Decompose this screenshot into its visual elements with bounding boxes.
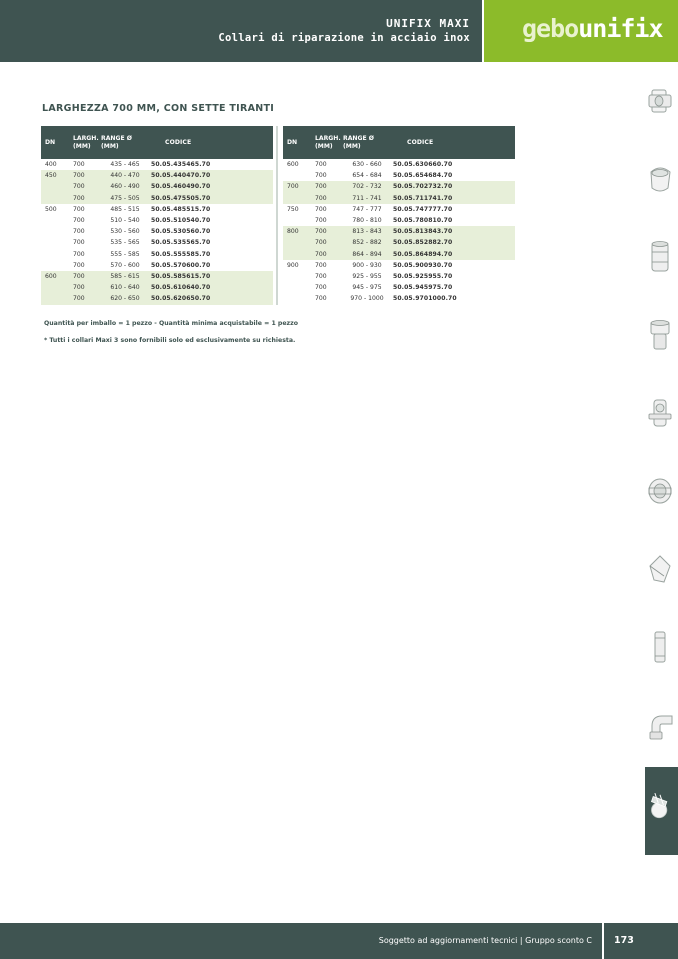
cell-code: 50.05.485515.70	[151, 205, 211, 213]
header-range-line1: RANGE Ø	[343, 134, 374, 142]
adapter-coupling-icon[interactable]	[646, 318, 674, 352]
cell-range: 535 - 565	[110, 239, 140, 247]
cell-range: 570 - 600	[110, 261, 140, 269]
packaging-note: Quantità per imballo = 1 pezzo - Quantità minima acquistabile = 1 pezzo	[44, 320, 299, 327]
table-header-row	[41, 126, 273, 159]
cell-range: 630 - 660	[352, 161, 382, 168]
cell-dn	[283, 170, 310, 181]
header-width	[310, 126, 343, 159]
header-title-line1: UNIFIX MAXI	[386, 17, 470, 30]
cell-range: 900 - 930	[352, 261, 382, 269]
brand-logo-part2: unifix	[578, 14, 663, 43]
cell-code: 50.05.630660.70	[393, 161, 453, 168]
table-row	[41, 249, 273, 260]
cell-range: 780 - 810	[352, 217, 382, 225]
cell-dn	[41, 293, 68, 304]
repair-clamp-icon[interactable]	[646, 788, 674, 822]
tapping-saddle-icon[interactable]	[646, 396, 674, 430]
cell-dn	[283, 282, 310, 293]
cell-dn	[283, 249, 310, 260]
table-row	[41, 193, 273, 204]
footer-text: Soggetto ad aggiornamenti tecnici | Gruppo sconto C	[378, 936, 592, 945]
cell-width: 700	[315, 273, 327, 281]
right-table-body	[283, 159, 515, 305]
table-row	[41, 226, 273, 237]
cell-dn	[41, 282, 68, 293]
section-title: LARGHEZZA 700 MM, CON SETTE TIRANTI	[42, 103, 275, 114]
cell-code: 50.05.475505.70	[149, 193, 273, 204]
tee-fitting-icon[interactable]	[646, 84, 674, 118]
cell-code: 50.05.435465.70	[151, 161, 211, 168]
cell-range: 654 - 684	[352, 172, 382, 180]
cell-range: 485 - 515	[110, 205, 140, 213]
table-row	[283, 271, 515, 282]
cell-range: 945 - 975	[352, 284, 382, 292]
cell-dn	[41, 260, 68, 271]
bend-fitting-icon[interactable]	[646, 162, 674, 196]
cell-dn	[41, 249, 68, 260]
header-range-line1: RANGE Ø	[101, 134, 132, 142]
table-row	[41, 237, 273, 248]
table-row	[283, 170, 515, 181]
straight-coupling-icon[interactable]	[646, 240, 674, 274]
cell-width: 700	[68, 170, 101, 181]
left-product-table	[41, 126, 273, 305]
brand-band	[484, 0, 678, 62]
cell-width: 700	[310, 237, 343, 248]
header-band	[0, 0, 482, 62]
cell-range: 555 - 585	[110, 250, 140, 258]
header-code: CODICE	[391, 126, 515, 159]
cell-width: 700	[315, 172, 327, 180]
cell-code: 50.05.440470.70	[149, 170, 273, 181]
cell-code: 50.05.900930.70	[393, 261, 453, 269]
cell-width: 700	[310, 193, 343, 204]
cell-code: 50.05.610640.70	[149, 282, 273, 293]
cell-code: 50.05.460490.70	[149, 181, 273, 192]
header-width	[68, 126, 101, 159]
cell-code: 50.05.654684.70	[393, 172, 453, 180]
cell-code: 50.05.864894.70	[391, 249, 515, 260]
availability-note: * Tutti i collari Maxi 3 sono fornibili solo ed esclusivamente su richiesta.	[44, 337, 296, 344]
cell-dn	[283, 293, 310, 304]
cell-width: 700	[68, 181, 101, 192]
cell-code: 50.05.9701000.70	[393, 295, 457, 303]
pipe-section-icon[interactable]	[646, 630, 674, 664]
table-row	[283, 193, 515, 204]
cell-dn	[283, 215, 310, 226]
table-row	[41, 293, 273, 304]
table-row	[41, 181, 273, 192]
cell-code: 50.05.510540.70	[151, 217, 211, 225]
table-row	[41, 204, 273, 215]
table-row	[41, 271, 273, 282]
cell-width: 700	[73, 205, 85, 213]
table-row	[283, 159, 515, 170]
page-number-box	[604, 923, 678, 959]
header-title	[218, 17, 470, 45]
cell-dn: 600	[287, 161, 299, 168]
right-product-table	[283, 126, 515, 305]
flange-adapter-icon[interactable]	[646, 474, 674, 508]
brand-logo	[522, 14, 663, 43]
cell-width: 700	[73, 161, 85, 168]
cell-dn: 750	[287, 205, 299, 213]
table-row	[41, 282, 273, 293]
elbow-sleeve-icon[interactable]	[646, 552, 674, 586]
cell-range: 864 - 894	[343, 249, 391, 260]
table-row	[283, 215, 515, 226]
cell-range: 510 - 540	[110, 217, 140, 225]
cell-width: 700	[73, 228, 85, 236]
cell-code: 50.05.570600.70	[151, 261, 211, 269]
cell-code: 50.05.702732.70	[391, 181, 515, 192]
cell-dn	[41, 193, 68, 204]
table-row	[283, 260, 515, 271]
cell-code: 50.05.535565.70	[151, 239, 211, 247]
table-row	[283, 226, 515, 237]
cell-range: 747 - 777	[352, 205, 382, 213]
cell-range: 813 - 843	[343, 226, 391, 237]
cell-range: 440 - 470	[101, 170, 149, 181]
cell-dn	[41, 215, 68, 226]
table-row	[283, 237, 515, 248]
left-table-body	[41, 159, 273, 305]
table-row	[283, 249, 515, 260]
header-range	[101, 126, 149, 159]
cell-range: 925 - 955	[352, 273, 382, 281]
cell-dn: 800	[283, 226, 310, 237]
header-title-line2: Collari di riparazione in acciaio inox	[218, 32, 470, 44]
cell-code: 50.05.925955.70	[393, 273, 453, 281]
header-width-line1: LARGH.	[73, 134, 99, 142]
cell-code: 50.05.813843.70	[391, 226, 515, 237]
cell-dn: 700	[283, 181, 310, 192]
cell-range: 970 - 1000	[350, 295, 384, 303]
cell-code: 50.05.852882.70	[391, 237, 515, 248]
cell-dn: 400	[45, 161, 57, 168]
cell-width: 700	[315, 284, 327, 292]
cell-width: 700	[315, 161, 327, 168]
table-row	[41, 260, 273, 271]
header-range	[343, 126, 391, 159]
cell-width: 700	[310, 181, 343, 192]
cell-dn: 600	[41, 271, 68, 282]
cell-dn	[283, 237, 310, 248]
cell-code: 50.05.620650.70	[149, 293, 273, 304]
cell-width: 700	[310, 249, 343, 260]
header-width-line1: LARGH.	[315, 134, 341, 142]
table-row	[283, 293, 515, 304]
cell-range: 435 - 465	[110, 161, 140, 168]
page-number: 173	[614, 935, 634, 946]
cell-range: 585 - 615	[101, 271, 149, 282]
cell-dn: 450	[41, 170, 68, 181]
table-row	[41, 215, 273, 226]
header-width-line2: (MM)	[315, 142, 333, 150]
table-row	[283, 181, 515, 192]
cell-dn: 900	[287, 261, 299, 269]
table-row	[41, 159, 273, 170]
table-divider	[276, 126, 278, 305]
cell-width: 700	[315, 205, 327, 213]
brand-logo-part1: gebo	[522, 14, 579, 43]
cell-dn	[41, 237, 68, 248]
header-dn: DN	[41, 126, 68, 159]
header-width-line2: (MM)	[73, 142, 91, 150]
cell-dn	[41, 181, 68, 192]
cell-width: 700	[73, 239, 85, 247]
table-row	[41, 170, 273, 181]
cell-code: 50.05.711741.70	[391, 193, 515, 204]
cell-width: 700	[73, 250, 85, 258]
table-row	[283, 282, 515, 293]
header-code: CODICE	[149, 126, 273, 159]
cell-range: 610 - 640	[101, 282, 149, 293]
cell-range: 711 - 741	[343, 193, 391, 204]
cell-code: 50.05.530560.70	[151, 228, 211, 236]
cell-code: 50.05.585615.70	[149, 271, 273, 282]
cell-dn	[283, 271, 310, 282]
cell-code: 50.05.555585.70	[151, 250, 211, 258]
footer-band	[0, 923, 602, 959]
cell-code: 50.05.780810.70	[393, 217, 453, 225]
cell-range: 530 - 560	[110, 228, 140, 236]
cell-range: 620 - 650	[101, 293, 149, 304]
cell-range: 475 - 505	[101, 193, 149, 204]
cell-dn: 500	[45, 205, 57, 213]
cell-dn	[41, 226, 68, 237]
elbow-coupling-icon[interactable]	[646, 708, 674, 742]
cell-width: 700	[68, 293, 101, 304]
cell-width: 700	[68, 193, 101, 204]
cell-width: 700	[68, 271, 101, 282]
header-dn: DN	[283, 126, 310, 159]
cell-width: 700	[73, 261, 85, 269]
cell-width: 700	[73, 217, 85, 225]
table-header-row	[283, 126, 515, 159]
cell-dn	[283, 193, 310, 204]
table-row	[283, 204, 515, 215]
cell-code: 50.05.945975.70	[393, 284, 453, 292]
cell-width: 700	[68, 282, 101, 293]
cell-range: 702 - 732	[343, 181, 391, 192]
header-range-line2: (MM)	[101, 142, 119, 150]
cell-range: 460 - 490	[101, 181, 149, 192]
cell-width: 700	[315, 217, 327, 225]
cell-range: 852 - 882	[343, 237, 391, 248]
cell-code: 50.05.747777.70	[393, 205, 453, 213]
cell-width: 700	[315, 295, 327, 303]
cell-width: 700	[315, 261, 327, 269]
cell-width: 700	[310, 226, 343, 237]
header-range-line2: (MM)	[343, 142, 361, 150]
